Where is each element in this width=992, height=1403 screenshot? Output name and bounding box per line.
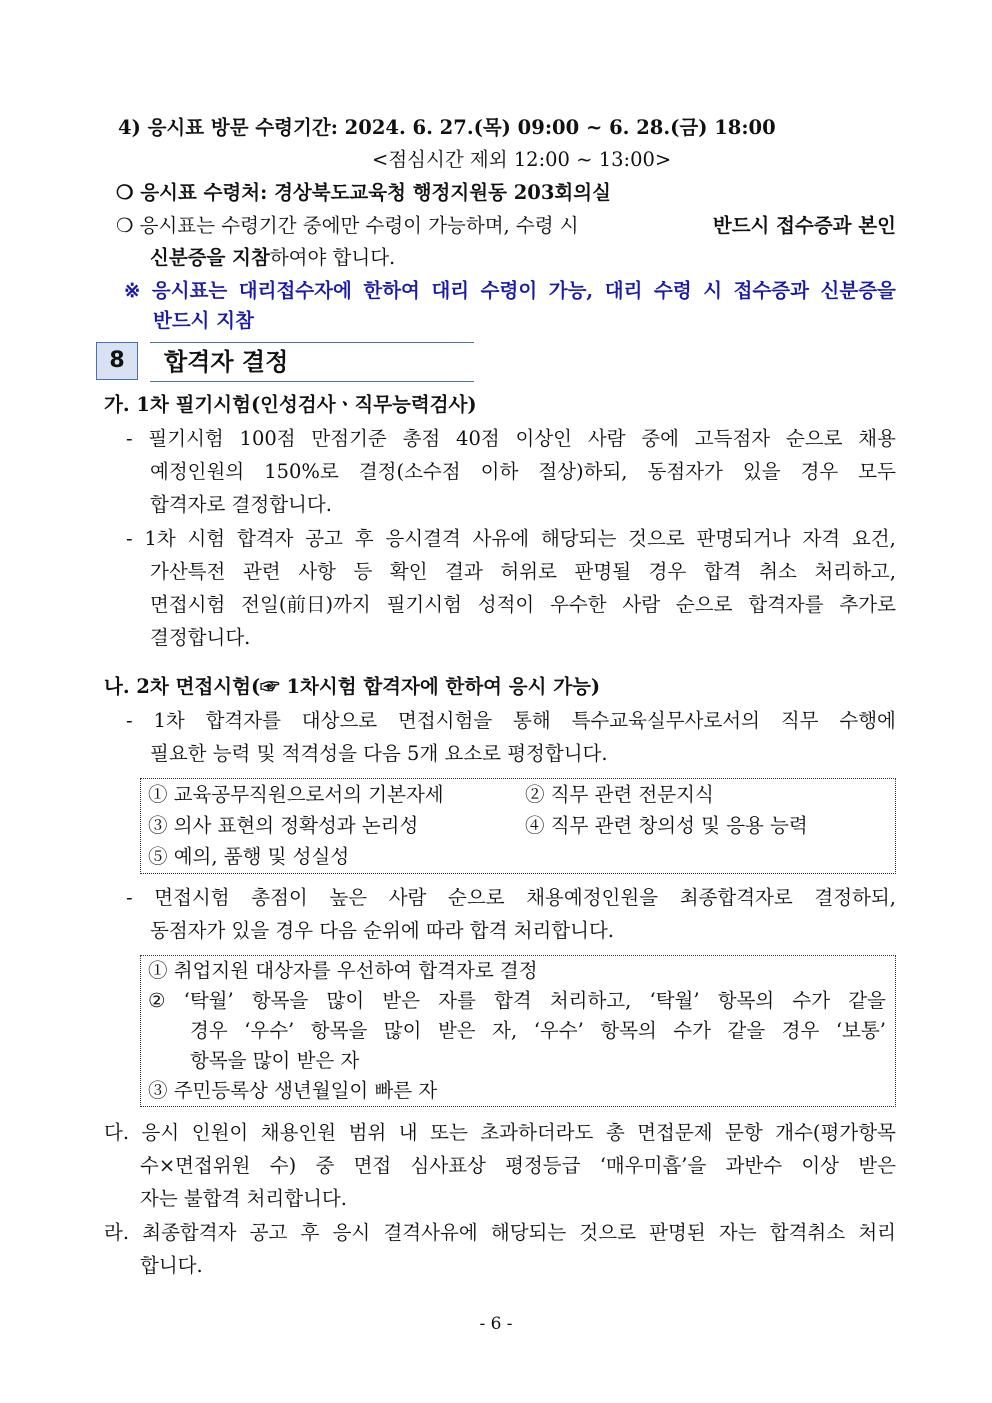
word: 면접시험을 — [398, 709, 493, 732]
word: 항목의 — [717, 989, 775, 1012]
word: 수) — [269, 1154, 297, 1177]
word: ‘탁월’ — [183, 989, 234, 1012]
word: ‘매우미흡’을 — [599, 1154, 707, 1177]
word: 등 — [353, 560, 373, 583]
word: 동점자가 — [647, 460, 723, 483]
word: 이상 — [801, 1154, 840, 1177]
word: 성적이 — [477, 593, 535, 616]
word: 허위로 — [500, 560, 557, 583]
word: 경우 — [190, 1019, 228, 1042]
written-p2-line3 — [150, 590, 896, 620]
item-ra-line1 — [104, 1218, 896, 1248]
word: 통해 — [513, 709, 551, 732]
word: 총 — [605, 1121, 625, 1144]
word: 필기시험 — [386, 593, 462, 616]
word: 고득점자 — [694, 427, 771, 450]
word: ※ — [124, 279, 141, 302]
criterion-2: ② 직무 관련 전문지식 — [525, 783, 714, 806]
word: 많이 — [383, 1019, 422, 1042]
word: 수×면접위원 — [140, 1154, 251, 1177]
word: 자격 — [802, 527, 841, 550]
word: 있을 — [742, 460, 781, 483]
word: 사람 — [622, 593, 661, 616]
word: 경우 — [781, 1019, 820, 1042]
word: 접수증과 — [733, 279, 809, 302]
word: 전일(前日)까지 — [241, 593, 371, 616]
word: 취소 — [759, 560, 797, 583]
word: 받은 — [437, 1019, 476, 1042]
word: 관련 — [242, 560, 281, 583]
word: 경우 — [648, 560, 687, 583]
word: 수령이 — [480, 279, 538, 302]
word: ② — [148, 989, 166, 1012]
word: 높은 — [329, 886, 368, 909]
word: 사유에 — [472, 527, 530, 550]
word: 다. — [104, 1121, 130, 1144]
word: 초과하더라도 — [480, 1121, 594, 1144]
word: 평정등급 — [505, 1154, 581, 1177]
word: 시 — [703, 279, 723, 302]
word: 신분증을 — [820, 279, 896, 302]
ticket-notice-line2 — [150, 243, 395, 273]
word: 100점 — [239, 427, 296, 450]
page-number: - 6 - — [479, 1314, 513, 1334]
word: 같을 — [848, 989, 886, 1012]
word: 요건, — [851, 527, 896, 550]
word: 처리하고, — [549, 989, 632, 1012]
word: 자는 — [718, 1221, 757, 1244]
word: 항목을 — [251, 989, 309, 1012]
word: 합격취소 — [769, 1221, 846, 1244]
word: 면접시험 — [154, 886, 230, 909]
word: 받은 — [858, 1154, 896, 1177]
word: 면접문제 — [637, 1121, 713, 1144]
proxy-notice-line2: 반드시 지참 — [153, 309, 254, 332]
written-p2-line1 — [126, 524, 896, 554]
word: 응시 — [141, 1121, 180, 1144]
word: 직무 — [780, 709, 819, 732]
word: 최종합격자로 — [679, 886, 793, 909]
word: 예정인원의 — [150, 460, 245, 483]
section-title: 합격자 결정 — [150, 342, 474, 382]
word: 순으로 — [448, 886, 505, 909]
tie-rule-2-line1 — [148, 986, 886, 1016]
word: 심사표상 — [410, 1154, 486, 1177]
word: 1차 — [153, 709, 185, 732]
word: 합격자를 — [748, 593, 824, 616]
tie-rule-3: ③ 주민등록상 생년월일이 빠른 자 — [148, 1079, 438, 1102]
word: 수가 — [673, 1019, 711, 1042]
word: 같을 — [727, 1019, 766, 1042]
word: 1차 — [144, 527, 176, 550]
word: 150%로 — [264, 460, 339, 483]
word: 가산특전 — [150, 560, 226, 583]
item-da-line2 — [140, 1151, 896, 1181]
ticket-notice-bold: 반드시 접수증과 본인 — [712, 214, 896, 237]
word: 총점이 — [251, 886, 308, 909]
word: 공고 — [305, 527, 343, 550]
written-p1-line1 — [126, 424, 896, 454]
word: 응시표는 — [151, 279, 228, 302]
interview-p1-line1 — [126, 706, 896, 736]
tie-rule-2-line3: 항목을 많이 받은 자 — [190, 1049, 360, 1072]
written-p1-line2 — [150, 457, 896, 487]
word: 항목을 — [310, 1019, 368, 1042]
word: 면접시험 — [150, 593, 226, 616]
word: 결정(소수점 — [358, 460, 461, 483]
word: 채용인원 — [260, 1121, 337, 1144]
word: 사람 — [388, 886, 427, 909]
criterion-1: ① 교육공무직원으로서의 기본자세 — [148, 783, 444, 806]
word: 만점기준 — [311, 427, 387, 450]
word: 라. — [104, 1221, 130, 1244]
interview-heading: 나. 2차 면접시험(☞ 1차시험 합격자에 한하여 응시 가능) — [104, 675, 601, 698]
word: 대리접수자에 — [238, 279, 352, 302]
word: 모두 — [858, 460, 896, 483]
word: 수행에 — [839, 709, 896, 732]
word: 합격 — [703, 560, 742, 583]
word: 순으로 — [785, 427, 843, 450]
word: 면접 — [353, 1154, 392, 1177]
word: 결과 — [445, 560, 483, 583]
word: 수령 — [653, 279, 692, 302]
written-heading: 가. 1차 필기시험(인성검사ㆍ직무능력검사) — [104, 393, 477, 416]
word: 후 — [300, 1221, 320, 1244]
word: 총점 — [402, 427, 441, 450]
word: 채용 — [858, 427, 896, 450]
word: 이하 — [480, 460, 519, 483]
interview-p2-line2: 동점자가 있을 경우 다음 순위에 따라 합격 처리합니다. — [150, 919, 615, 942]
interview-p2-line1 — [126, 883, 896, 913]
word: 문항 — [725, 1121, 763, 1144]
criterion-5: ⑤ 예의, 품행 및 성실성 — [148, 845, 350, 868]
section-number: 8 — [96, 342, 138, 380]
written-p2-line4: 결정합니다. — [150, 626, 251, 649]
criterion-4: ④ 직무 관련 창의성 및 응용 능력 — [525, 814, 808, 837]
lunch-note: <점심시간 제외 12:00 ~ 13:00> — [372, 148, 672, 171]
word: 추가로 — [839, 593, 896, 616]
word: 대리 — [604, 279, 643, 302]
word: 중에 — [641, 427, 679, 450]
word: 시험 — [187, 527, 226, 550]
word: 응시결격 — [385, 527, 461, 550]
written-p2-line2 — [150, 557, 896, 587]
word: 내 — [398, 1121, 418, 1144]
ticket-notice-bold2: 신분증을 지참 — [150, 246, 270, 269]
word: 한하여 — [363, 279, 420, 302]
word: 항목의 — [600, 1019, 657, 1042]
word: 40점 — [456, 427, 500, 450]
word: 판명된 — [649, 1221, 706, 1244]
item-ra-line2: 합니다. — [140, 1254, 203, 1277]
word: ‘보통’ — [835, 1019, 886, 1042]
word: 우수한 — [550, 593, 607, 616]
item-da-line3: 자는 불합격 처리합니다. — [140, 1187, 347, 1210]
ticket-notice-text: ❍ 응시표는 수령기간 중에만 수령이 가능하며, 수령 시 — [116, 214, 579, 237]
word: 처리 — [858, 1221, 896, 1244]
word: 확인 — [389, 560, 428, 583]
word: 범위 — [348, 1121, 387, 1144]
word: 공고 — [249, 1221, 288, 1244]
word: 사항 — [298, 560, 336, 583]
word: 사람 — [587, 427, 626, 450]
word: 수가 — [792, 989, 831, 1012]
word: 것으로 — [579, 1221, 636, 1244]
word: - — [126, 527, 133, 550]
word: 판명되거나 — [696, 527, 791, 550]
word: 받은 — [382, 989, 421, 1012]
word: 응시 — [332, 1221, 371, 1244]
word: - — [126, 427, 133, 450]
word: 자, — [492, 1019, 518, 1042]
word: 이상인 — [515, 427, 573, 450]
word: 후 — [354, 527, 374, 550]
criterion-3: ③ 의사 표현의 정확성과 논리성 — [148, 814, 419, 837]
word: 중 — [315, 1154, 335, 1177]
written-p1-line3: 합격자로 결정합니다. — [150, 493, 332, 516]
word: 필기시험 — [148, 427, 224, 450]
word: 많이 — [326, 989, 365, 1012]
word: - — [126, 709, 133, 732]
ticket-period: 4) 응시표 방문 수령기간: 2024. 6. 27.(목) 09:00 ~ 6. 28.(금) 18:00 — [118, 116, 776, 139]
interview-p1-line2: 필요한 능력 및 적격성을 다음 5개 요소로 평정합니다. — [150, 742, 608, 765]
word: 특수교육실무사로서의 — [571, 709, 760, 732]
tie-rule-1: ① 취업지원 대상자를 우선하여 합격자로 결정 — [148, 959, 538, 982]
word: 판명될 — [574, 560, 632, 583]
word: 결정하되, — [814, 886, 896, 909]
word: 순으로 — [675, 593, 733, 616]
word: 경우 — [800, 460, 839, 483]
word: 합격자를 — [205, 709, 281, 732]
word: 해당되는 — [540, 527, 617, 550]
word: 절상)하되, — [538, 460, 628, 483]
word: 대리 — [431, 279, 470, 302]
word: 것으로 — [628, 527, 685, 550]
word: 대상으로 — [301, 709, 378, 732]
word: 최종합격자 — [142, 1221, 237, 1244]
tie-rule-2-line2 — [190, 1016, 886, 1046]
word: 채용예정인원을 — [526, 886, 659, 909]
word: 자를 — [438, 989, 476, 1012]
word: 개수(평가항목 — [775, 1121, 896, 1144]
ticket-notice-tail: 하여야 합니다. — [269, 246, 396, 269]
word: 합격자 — [236, 527, 294, 550]
proxy-notice-line1 — [124, 276, 896, 306]
word: ‘우수’ — [533, 1019, 584, 1042]
word: - — [126, 886, 133, 909]
word: 결격사유에 — [383, 1221, 478, 1244]
word: 인원이 — [191, 1121, 249, 1144]
item-da-line1 — [104, 1118, 896, 1148]
word: 가능, — [548, 279, 594, 302]
word: ‘우수’ — [244, 1019, 295, 1042]
word: 처리하고, — [814, 560, 896, 583]
word: 합격 — [493, 989, 532, 1012]
ticket-notice-line1 — [116, 211, 896, 241]
word: 또는 — [430, 1121, 468, 1144]
word: 해당되는 — [490, 1221, 567, 1244]
word: ‘탁월’ — [649, 989, 700, 1012]
word: 과반수 — [725, 1154, 783, 1177]
ticket-place: ❍ 응시표 수령처: 경상북도교육청 행정지원동 203회의실 — [116, 181, 611, 204]
